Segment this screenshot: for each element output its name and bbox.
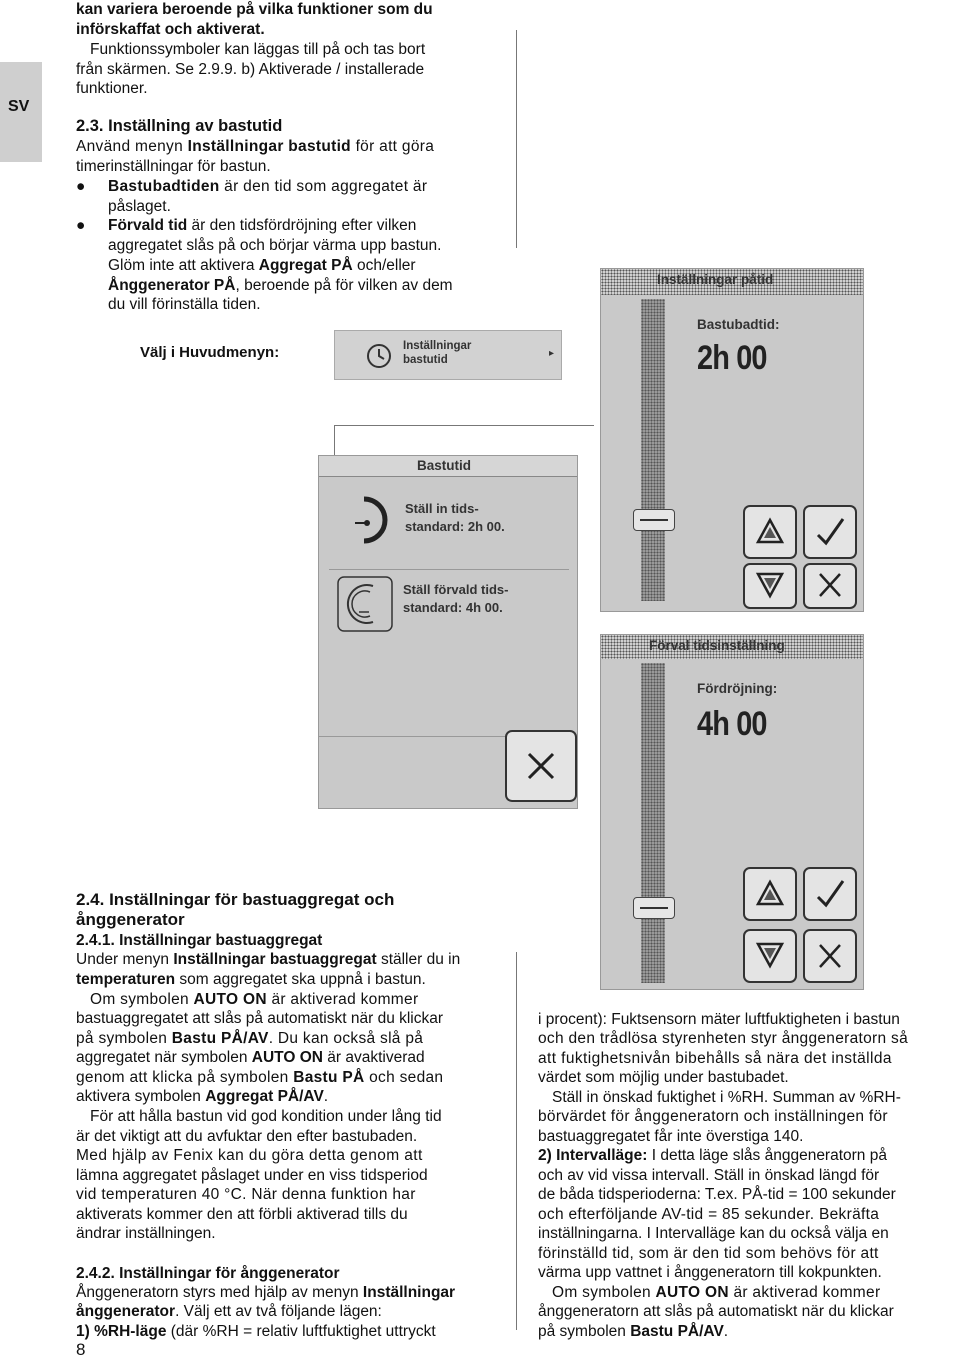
text: är den tid som aggregatet är (224, 178, 428, 195)
checkmark-icon (805, 869, 855, 919)
rc-l7: bastuaggregatet får inte överstiga 140. (538, 1128, 804, 1145)
p3-l6: aktiverats kommer den att förbli aktiverad tills du (76, 1206, 408, 1223)
clock-icon (365, 342, 393, 375)
text: är avaktiverad (327, 1049, 425, 1066)
term: Aggregat PÅ (258, 257, 353, 274)
connector-line (334, 425, 594, 426)
close-icon (507, 732, 575, 800)
text: aktivera symbolen (76, 1088, 201, 1105)
reminder-l2 (108, 276, 453, 296)
rc-l9: och av vid vissa intervall. Ställ in önskad längd för (538, 1167, 880, 1184)
bullet-dot: ● (76, 178, 86, 195)
intro-line-2: införskaffat och aktiverat. (76, 21, 265, 38)
rc-l5: Ställ in önskad fuktighet i %RH. Summan av %RH- (552, 1089, 901, 1106)
bullet-dot: ● (76, 217, 86, 234)
p3-l3: Med hjälp av Fenix kan du göra detta genom att (76, 1147, 423, 1164)
text: är den tidsfördröjning efter vilken (191, 217, 417, 234)
rc-l8 (538, 1146, 887, 1166)
close-button[interactable] (505, 730, 577, 802)
bullet-2-l2: aggregatet slås på och börjar värma upp bastun. (108, 237, 442, 254)
text: som aggregatet ska uppnå i bastun. (179, 971, 426, 988)
term: AUTO ON (251, 1049, 323, 1066)
text: I detta läge slås ånggeneratorn på (651, 1147, 887, 1164)
row-label-1: Ställ förvald tids- (403, 582, 509, 597)
screen-forval-tidsinstallning (600, 634, 864, 990)
divider-line (516, 952, 517, 1330)
page-number: 8 (76, 1340, 86, 1359)
term: Inställningar bastuaggregat (173, 951, 377, 968)
text: . (723, 1323, 729, 1340)
bullet-1 (76, 177, 428, 197)
chevron-right-icon: ▸ (549, 348, 555, 359)
menu-label: Välj i Huvudmenyn: (140, 344, 280, 361)
term: Ånggenerator PÅ (108, 277, 236, 294)
triangle-up-icon (745, 507, 795, 557)
text: och sedan (369, 1069, 444, 1086)
triangle-up-icon (745, 869, 795, 919)
language-tab-label: SV (8, 98, 30, 115)
checkmark-icon (805, 507, 855, 557)
value-display: 4h 00 (697, 705, 767, 743)
intro-line-5: funktioner. (76, 80, 148, 97)
rc-l3: att fuktighetsnivån bibehålls så nära det inställda (538, 1050, 892, 1067)
term: 2) Intervalläge: (538, 1147, 648, 1164)
row-set-preset-time[interactable] (329, 574, 569, 660)
rc-l11: och efterföljande AV-tid = 85 sekunder. Bekräfta (538, 1206, 880, 1223)
term: temperaturen (76, 971, 176, 988)
cancel-button[interactable] (803, 929, 857, 983)
value-display: 2h 00 (697, 339, 767, 377)
text: Ånggeneratorn styrs med hjälp av menyn (76, 1284, 359, 1301)
term: ånggenerator (76, 1303, 176, 1320)
screen-title: Inställningar påtid (657, 272, 774, 287)
preset-gauge-icon (337, 576, 393, 637)
term: Inställningar bastutid (187, 138, 351, 155)
p2-l4 (76, 1048, 425, 1068)
rc-l10: de båda tidsperioderna: T.ex. PÅ-tid = 100 sekunder (538, 1186, 896, 1203)
term: Bastu PÅ (293, 1069, 365, 1086)
row-label-1: Ställ in tids- (405, 501, 479, 516)
decrease-button[interactable] (743, 563, 797, 609)
p2-l6 (76, 1087, 328, 1107)
text: . Välj ett av två följande lägen: (175, 1303, 382, 1320)
term: Bastubadtiden (108, 178, 220, 195)
menu-item-label-2: bastutid (403, 354, 448, 366)
rc-l16: ånggeneratorn att slås på automatiskt när du klickar (538, 1303, 894, 1320)
gauge-icon (337, 493, 391, 552)
term: Inställningar (362, 1284, 456, 1301)
value-label: Fördröjning: (697, 681, 778, 696)
bullet-2 (76, 216, 417, 236)
text: . (323, 1088, 329, 1105)
p3-l1: För att hålla bastun vid god kondition under lång tid (90, 1108, 442, 1125)
rc-l15 (552, 1283, 880, 1303)
text: aggregatet när symbolen (76, 1049, 248, 1066)
intro-line-4: från skärmen. Se 2.9.9. b) Aktiverade / installerade (76, 61, 425, 78)
close-icon (805, 931, 855, 981)
menu-item-label-1: Inställningar (403, 340, 472, 352)
increase-button[interactable] (743, 867, 797, 921)
confirm-button[interactable] (803, 867, 857, 921)
text: genom att klicka på symbolen (76, 1069, 289, 1086)
text: Om symbolen (90, 991, 189, 1008)
intro-line-1: kan variera beroende på vilka funktioner som du (76, 1, 433, 18)
slider-thumb[interactable] (633, 509, 675, 531)
text: på symbolen (76, 1030, 168, 1047)
bullet-1-l2: påslaget. (108, 198, 171, 215)
term: 1) %RH-läge (76, 1323, 167, 1340)
text: Använd menyn (76, 138, 183, 155)
p4-l2 (76, 1302, 382, 1322)
title-divider (319, 476, 577, 477)
p3-l7: ändrar inställningen. (76, 1225, 216, 1242)
text: Om symbolen (552, 1284, 651, 1301)
p3-l4: lämna aggregatet påslaget under en viss tidsperiod (76, 1167, 428, 1184)
term: AUTO ON (193, 991, 267, 1008)
text: ställer du in (380, 951, 461, 968)
term: Förvald tid (108, 217, 188, 234)
sec23-p1 (76, 137, 434, 157)
p2-l1 (90, 990, 418, 1010)
value-label: Bastubadtid: (697, 317, 780, 332)
screen-title: Bastutid (417, 458, 471, 473)
p3-l2: är det viktigt att du avfuktar den efter bastubaden. (76, 1128, 418, 1145)
increase-button[interactable] (743, 505, 797, 559)
row-label-2: standard: 4h 00. (403, 600, 503, 615)
divider-line (516, 30, 517, 248)
rc-l4: värdet som möjlig under bastubadet. (538, 1069, 789, 1086)
text: . Du kan också slå på (268, 1030, 424, 1047)
section-2-4-2-heading: 2.4.2. Inställningar för ånggenerator (76, 1265, 340, 1282)
rc-l6: börvärdet för ånggeneratorn och inställningen för (538, 1108, 888, 1125)
section-2-3-heading: 2.3. Inställning av bastutid (76, 117, 283, 135)
section-2-4-heading-l2: ånggenerator (76, 910, 185, 929)
text: Under menyn (76, 951, 170, 968)
screen-title: Förval tidsinställning (649, 638, 785, 653)
triangle-down-icon (745, 931, 795, 981)
rc-l1: i procent): Fuktsensorn mäter luftfuktigheten i bastun (538, 1011, 900, 1028)
rc-l12: inställningarna. I Intervalläge kan du också välja en (538, 1225, 889, 1242)
triangle-down-icon (745, 565, 795, 607)
confirm-button[interactable] (803, 505, 857, 559)
p1-l1 (76, 950, 460, 970)
close-icon (805, 565, 855, 607)
p2-l2: bastuaggregatet att slås på automatiskt när du klickar (76, 1010, 444, 1027)
section-2-4-heading-l1: 2.4. Inställningar för bastuaggregat och (76, 890, 395, 909)
text: (där %RH = relativ luftfuktighet uttryckt (170, 1323, 436, 1340)
p2-l5 (76, 1068, 443, 1088)
decrease-button[interactable] (743, 929, 797, 983)
reminder-l3: du vill förinställa tiden. (108, 296, 261, 313)
cancel-button[interactable] (803, 563, 857, 609)
slider-thumb[interactable] (633, 897, 675, 919)
term: Bastu PÅ/AV (630, 1323, 724, 1340)
p4-l1 (76, 1283, 455, 1303)
term: Aggregat PÅ/AV (205, 1088, 324, 1105)
screen-bastutid (318, 455, 578, 809)
text: är aktiverad kommer (271, 991, 419, 1008)
text: på symbolen (538, 1323, 626, 1340)
menu-item-installningar-bastutid[interactable] (334, 330, 562, 380)
p3-l5: vid temperaturen 40 °C. När denna funktion har (76, 1186, 416, 1203)
sec23-p1-l2: timerinställningar för bastun. (76, 158, 271, 175)
rc-l17 (538, 1322, 728, 1342)
reminder-l1 (108, 256, 416, 276)
rc-l2: och den trådlösa styrenheten styr ånggeneratorn så (538, 1030, 909, 1047)
text: Glöm inte att aktivera (108, 257, 255, 274)
p2-l3 (76, 1029, 423, 1049)
section-2-4-1-heading: 2.4.1. Inställningar bastuaggregat (76, 932, 323, 949)
term: AUTO ON (655, 1284, 729, 1301)
language-tab (0, 62, 42, 162)
intro-line-3: Funktionssymboler kan läggas till på och tas bort (90, 41, 426, 58)
rc-l13: förinställd tid, som är den tid som behövs för att (538, 1245, 879, 1262)
screen-installningar-patid (600, 268, 864, 612)
p1-l2 (76, 970, 426, 990)
text: för att göra (355, 138, 435, 155)
text: , beroende på för vilken av dem (235, 277, 453, 294)
text: och/eller (356, 257, 416, 274)
term: Bastu PÅ/AV (171, 1030, 269, 1047)
p5-l1 (76, 1322, 436, 1342)
rc-l14: värma upp vattnet i ånggeneratorn till kokpunkten. (538, 1264, 882, 1281)
row-set-time[interactable] (329, 483, 569, 570)
time-slider[interactable] (641, 299, 665, 601)
text: är aktiverad kommer (733, 1284, 881, 1301)
delay-slider[interactable] (641, 663, 665, 983)
row-label-2: standard: 2h 00. (405, 519, 505, 534)
